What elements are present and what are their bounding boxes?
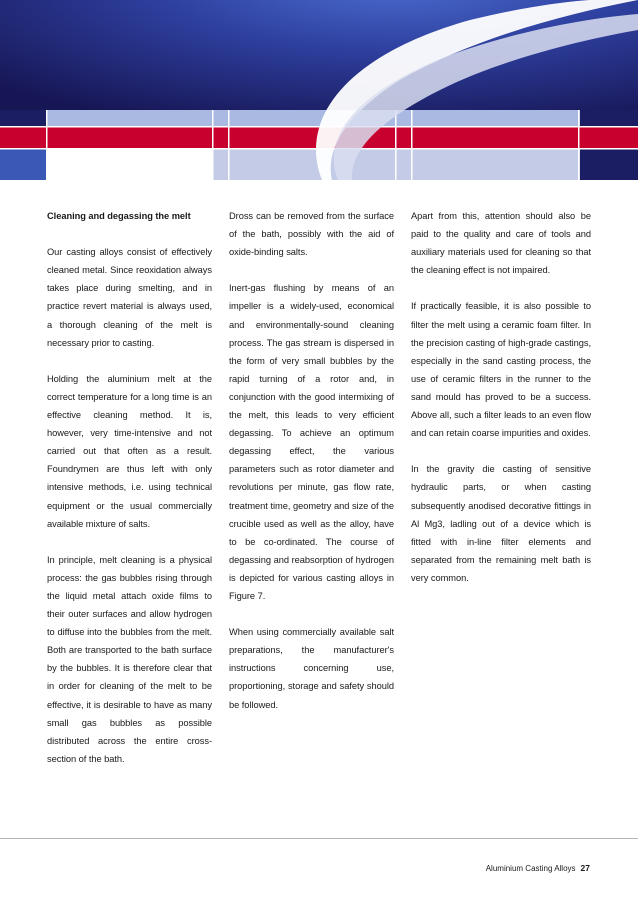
paragraph: Our casting alloys consist of effectively cleaned metal. Since reoxidation always takes place during smelting, and in practice revert material is always used, a thorough cleaning of the melt is necessary prior to casting. (47, 247, 212, 348)
footer-rule (0, 838, 638, 839)
paragraph: If practically feasible, it is also possible to filter the melt using a ceramic foam filter. In the precision casting of high-grade castings, especially in the sand casting process, the use of ceramic filters in the runner to the sand mould has proved to be a success. Above all, such a filter leads to an even flow and can retain coarse impurities and oxides. (411, 301, 591, 439)
column-2 (229, 207, 394, 732)
paragraph: In the gravity die casting of sensitive hydraulic parts, or when casting subsequently anodised decorative fittings in Al Mg3, ladling out of a device which is fitted with in-line filter elements and separated from the remaining melt bath is very common. (411, 464, 591, 583)
column-1 (47, 207, 212, 786)
page-number: 27 (580, 863, 590, 873)
column-3 (411, 207, 591, 605)
paragraph: In principle, melt cleaning is a physical process: the gas bubbles rising through the liquid metal attach oxide films to their outer surfaces and allow hydrogen to diffuse into the bubbles from the melt. Both are transported to the bath surface by the bubbles. It is therefore clear that in order for cleaning of the melt to be effective, it is desirable to have as many small gas bubbles as possible distributed across the entire cross-section of the bath. (47, 554, 212, 764)
section-heading: Cleaning and degassing the melt (47, 211, 191, 221)
paragraph: Apart from this, attention should also be paid to the quality and care of tools and auxiliary materials used for cleaning so that the cleaning effect is not impaired. (411, 211, 591, 276)
paragraph: Dross can be removed from the surface of the bath, possibly with the aid of oxide-binding salts. (229, 211, 394, 258)
paragraph: Inert-gas flushing by means of an impeller is a widely-used, economical and environmentally-sound cleaning process. The gas stream is dispersed in the form of very small bubbles by the rapid turning of a rotor and, in conjunction with the good intermixing of the melt, this leads to very efficient degassing. To achieve an optimum degassing effect, the various parameters such as rotor diameter and revolutions per minute, gas flow rate, treatment time, geometry and size of the crucible used as well as the alloy, have to be co-ordinated. The course of degassing and reabsorption of hydrogen is depicted for various casting alloys in Figure 7. (229, 283, 394, 601)
paragraph: Holding the aluminium melt at the correct temperature for a long time is an effective cleaning method. It is, however, very time-intensive and not carried out that often as a result. Foundrymen are thus left with only intensive methods, i.e. using technical equipment or the usual commercially available mixture of salts. (47, 373, 212, 529)
header-banner (0, 0, 638, 180)
footer-title: Aluminium Casting Alloys (485, 864, 576, 873)
footer (486, 863, 590, 873)
paragraph: When using commercially available salt preparations, the manufacturer's instructions concerning use, proportioning, storage and safety should be followed. (229, 627, 394, 710)
